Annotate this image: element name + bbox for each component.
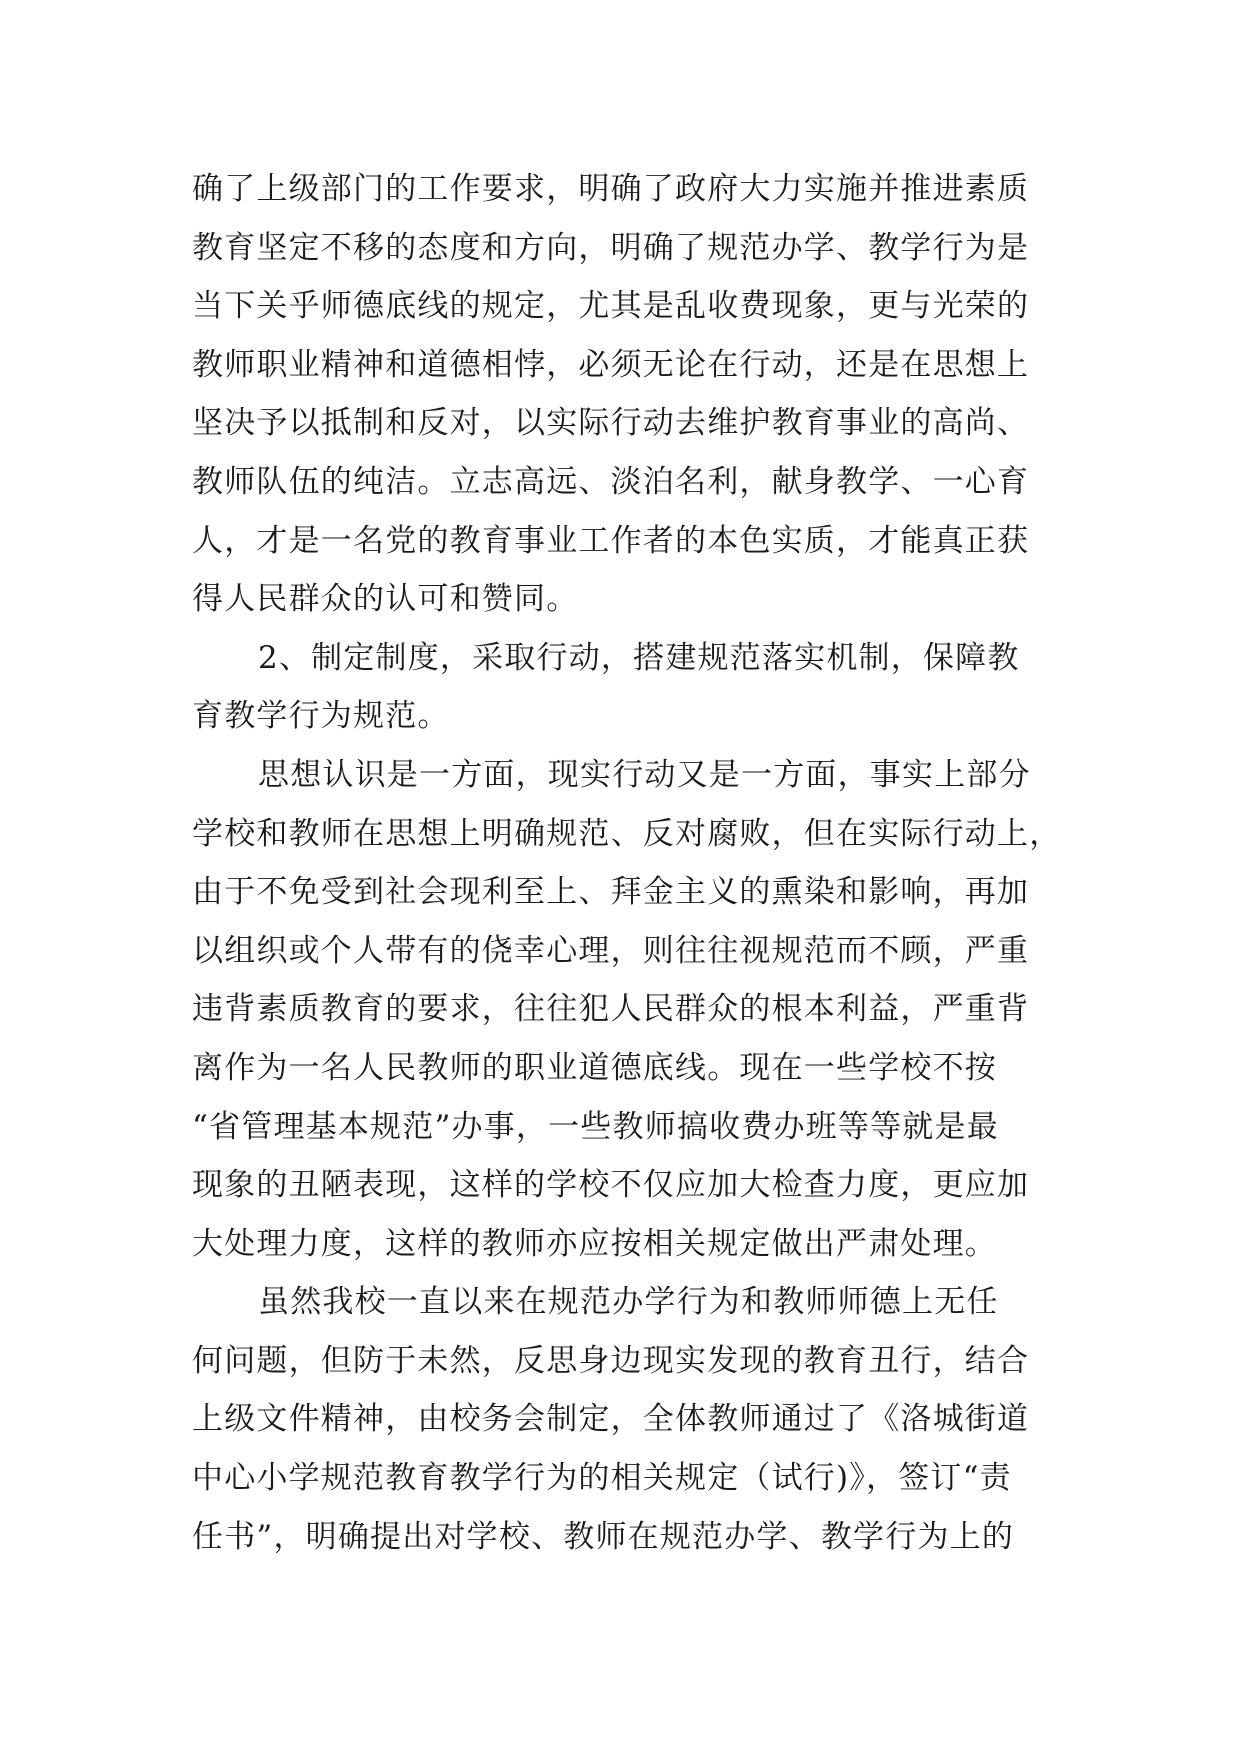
text-line: “省管理基本规范”办事，一些教师搞收费办班等等就是最 — [192, 1108, 999, 1145]
text-line: 中心小学规范教育教学行为的相关规定（试行)》，签订“责 — [192, 1460, 1012, 1497]
text-line: 大处理力度，这样的教师亦应按相关规定做出严肃处理。 — [192, 1225, 997, 1262]
text-line: 坚决予以抵制和反对，以实际行动去维护教育事业的高尚、 — [192, 405, 1030, 442]
text-line: 确了上级部门的工作要求，明确了政府大力实施并推进素质 — [192, 171, 1030, 207]
body-text — [192, 160, 1062, 1566]
paragraph-start-line: 虽然我校一直以来在规范办学行为和教师师德上无任 — [258, 1284, 999, 1321]
text-line: 教师队伍的纯洁。立志高远、淡泊名利，献身教学、一心育 — [192, 463, 1030, 500]
text-line: 得人民群众的认可和赞同。 — [192, 581, 579, 618]
text-line: 由于不免受到社会现利至上、拜金主义的熏染和影响，再加 — [192, 874, 1030, 911]
text-line: 当下关乎师德底线的规定，尤其是乱收费现象，更与光荣的 — [192, 288, 1030, 325]
text-line: 何问题，但防于未然，反思身边现实发现的教育丑行，结合 — [192, 1342, 1030, 1379]
text-line: 人，才是一名党的教育事业工作者的本色实质，才能真正获 — [192, 522, 1030, 559]
text-line: 学校和教师在思想上明确规范、反对腐败，但在实际行动上， — [192, 815, 1062, 852]
text-line: 离作为一名人民教师的职业道德底线。现在一些学校不按 — [192, 1049, 997, 1086]
section-heading-line: 2、制定制度，采取行动，搭建规范落实机制，保障教 — [258, 639, 1020, 676]
text-line: 以组织或个人带有的侥幸心理，则往往视规范而不顾，严重 — [192, 932, 1030, 969]
text-line: 上级文件精神，由校务会制定，全体教师通过了《洛城街道 — [192, 1401, 1030, 1438]
text-line: 违背素质教育的要求，往往犯人民群众的根本利益，严重背 — [192, 991, 1030, 1028]
text-line: 教育坚定不移的态度和方向，明确了规范办学、教学行为是 — [192, 229, 1030, 266]
text-line: 任书”，明确提出对学校、教师在规范办学、教学行为上的 — [192, 1518, 1015, 1555]
paragraph-start-line: 思想认识是一方面，现实行动又是一方面，事实上部分 — [258, 756, 1031, 793]
section-heading-line: 育教学行为规范。 — [192, 698, 450, 735]
text-line: 现象的丑陋表现，这样的学校不仅应加大检查力度，更应加 — [192, 1167, 1030, 1204]
text-line: 教师职业精神和道德相悖，必须无论在行动，还是在思想上 — [192, 346, 1030, 383]
